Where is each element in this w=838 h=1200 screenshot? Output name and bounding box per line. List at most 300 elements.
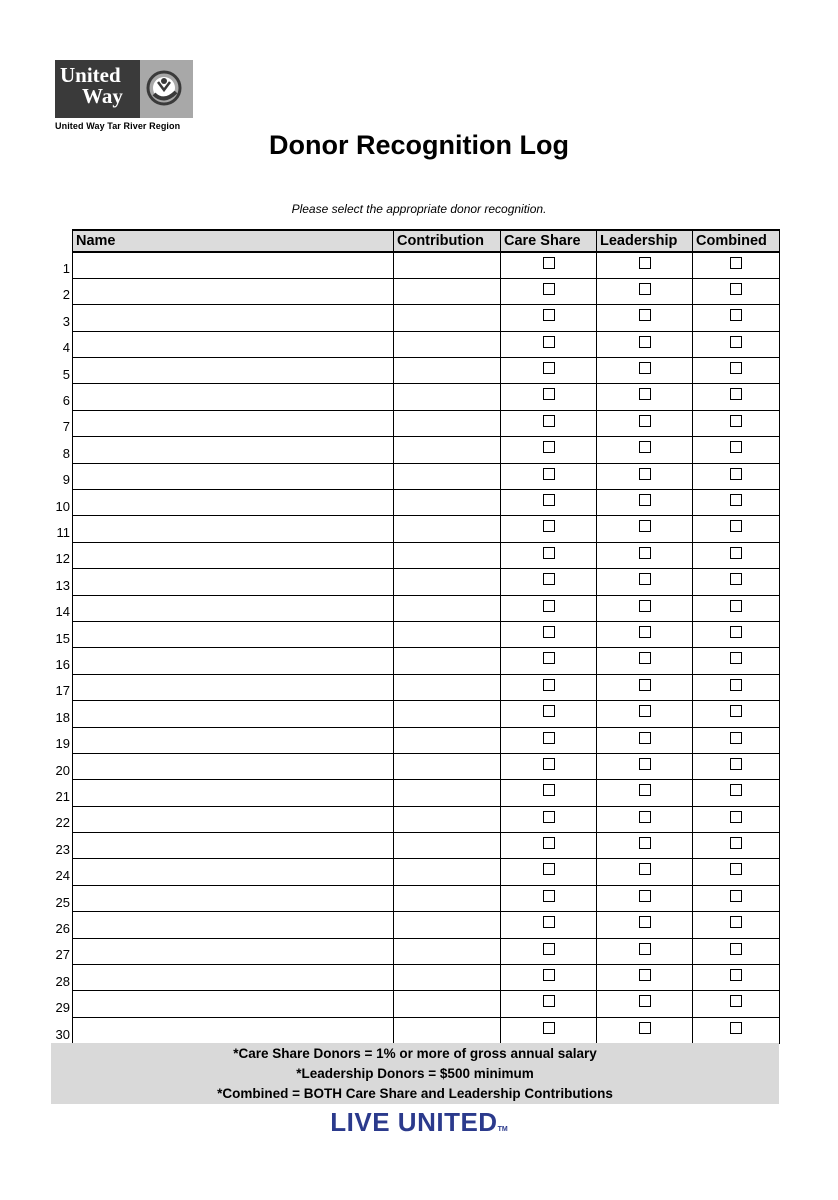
care-share-cell[interactable]	[501, 859, 597, 885]
name-cell[interactable]	[73, 437, 394, 463]
care-share-cell[interactable]	[501, 806, 597, 832]
care-share-checkbox[interactable]	[543, 732, 555, 744]
combined-checkbox[interactable]	[730, 1022, 742, 1034]
combined-checkbox[interactable]	[730, 336, 742, 348]
care-share-checkbox[interactable]	[543, 441, 555, 453]
leadership-checkbox[interactable]	[639, 547, 651, 559]
table-row	[73, 648, 780, 674]
care-share-cell[interactable]	[501, 410, 597, 436]
combined-cell[interactable]	[693, 595, 780, 621]
contribution-cell[interactable]	[394, 833, 501, 859]
combined-cell[interactable]	[693, 410, 780, 436]
name-cell[interactable]	[73, 331, 394, 357]
leadership-cell[interactable]	[597, 595, 693, 621]
name-cell[interactable]	[73, 278, 394, 304]
combined-cell[interactable]	[693, 569, 780, 595]
combined-checkbox[interactable]	[730, 309, 742, 321]
header-leadership: Leadership	[597, 230, 693, 252]
combined-cell[interactable]	[693, 278, 780, 304]
row-number: 21	[55, 789, 70, 804]
name-cell[interactable]	[73, 674, 394, 700]
care-share-cell[interactable]	[501, 648, 597, 674]
leadership-cell[interactable]	[597, 859, 693, 885]
combined-checkbox[interactable]	[730, 811, 742, 823]
combined-cell[interactable]	[693, 912, 780, 938]
combined-cell[interactable]	[693, 490, 780, 516]
instruction-text: Please select the appropriate donor recognition.	[291, 202, 547, 216]
combined-cell[interactable]	[693, 437, 780, 463]
leadership-cell[interactable]	[597, 780, 693, 806]
care-share-cell[interactable]	[501, 753, 597, 779]
leadership-checkbox[interactable]	[639, 863, 651, 875]
row-number: 27	[55, 947, 70, 963]
name-cell[interactable]	[73, 1017, 394, 1043]
slogan-trademark: TM	[497, 1126, 508, 1133]
leadership-checkbox[interactable]	[639, 758, 651, 770]
row-number: 14	[55, 604, 70, 620]
name-cell[interactable]	[73, 938, 394, 964]
care-share-checkbox[interactable]	[543, 916, 555, 928]
contribution-cell[interactable]	[394, 516, 501, 542]
leadership-cell[interactable]	[597, 437, 693, 463]
care-share-cell[interactable]	[501, 780, 597, 806]
name-cell[interactable]	[73, 384, 394, 410]
combined-cell[interactable]	[693, 358, 780, 384]
care-share-cell[interactable]	[501, 674, 597, 700]
row-number: 22	[55, 815, 70, 831]
leadership-cell[interactable]	[597, 833, 693, 859]
contribution-cell[interactable]	[394, 674, 501, 700]
leadership-checkbox[interactable]	[639, 1022, 651, 1034]
leadership-checkbox[interactable]	[639, 573, 651, 585]
combined-checkbox[interactable]	[730, 837, 742, 849]
care-share-cell[interactable]	[501, 938, 597, 964]
care-share-checkbox[interactable]	[543, 811, 555, 823]
contribution-cell[interactable]	[394, 278, 501, 304]
row-number: 11	[56, 525, 70, 540]
leadership-checkbox[interactable]	[639, 600, 651, 612]
care-share-cell[interactable]	[501, 463, 597, 489]
care-share-checkbox[interactable]	[543, 837, 555, 849]
leadership-checkbox[interactable]	[639, 943, 651, 955]
combined-cell[interactable]	[693, 780, 780, 806]
name-cell[interactable]	[73, 595, 394, 621]
contribution-cell[interactable]	[394, 252, 501, 278]
leadership-cell[interactable]	[597, 1017, 693, 1043]
contribution-cell[interactable]	[394, 991, 501, 1017]
donor-log-table	[72, 229, 780, 1044]
row-number: 30	[55, 1026, 70, 1042]
row-number: 12	[55, 551, 70, 567]
combined-cell[interactable]	[693, 542, 780, 568]
contribution-cell[interactable]	[394, 542, 501, 568]
leadership-cell[interactable]	[597, 384, 693, 410]
combined-cell[interactable]	[693, 621, 780, 647]
combined-cell[interactable]	[693, 833, 780, 859]
combined-cell[interactable]	[693, 1017, 780, 1043]
table-row	[73, 437, 780, 463]
leadership-checkbox[interactable]	[639, 811, 651, 823]
header-name: Name	[73, 230, 394, 252]
combined-checkbox[interactable]	[730, 626, 742, 638]
name-cell[interactable]	[73, 252, 394, 278]
care-share-checkbox[interactable]	[543, 520, 555, 532]
contribution-cell[interactable]	[394, 384, 501, 410]
leadership-checkbox[interactable]	[639, 336, 651, 348]
row-number: 20	[55, 762, 70, 778]
care-share-cell[interactable]	[501, 437, 597, 463]
leadership-checkbox[interactable]	[639, 441, 651, 453]
care-share-cell[interactable]	[501, 621, 597, 647]
contribution-cell[interactable]	[394, 912, 501, 938]
leadership-checkbox[interactable]	[639, 283, 651, 295]
table-row	[73, 358, 780, 384]
care-share-checkbox[interactable]	[543, 547, 555, 559]
row-number: 9	[62, 472, 70, 488]
care-share-checkbox[interactable]	[543, 283, 555, 295]
care-share-cell[interactable]	[501, 490, 597, 516]
contribution-cell[interactable]	[394, 569, 501, 595]
contribution-cell[interactable]	[394, 885, 501, 911]
leadership-cell[interactable]	[597, 278, 693, 304]
united-way-logo	[55, 60, 195, 131]
care-share-checkbox[interactable]	[543, 943, 555, 955]
leadership-checkbox[interactable]	[639, 626, 651, 638]
table-row	[73, 753, 780, 779]
table-row	[73, 463, 780, 489]
name-cell[interactable]	[73, 701, 394, 727]
care-share-checkbox[interactable]	[543, 600, 555, 612]
contribution-cell[interactable]	[394, 595, 501, 621]
table-row	[73, 569, 780, 595]
leadership-cell[interactable]	[597, 885, 693, 911]
contribution-cell[interactable]	[394, 305, 501, 331]
table-row	[73, 410, 780, 436]
care-share-cell[interactable]	[501, 965, 597, 991]
combined-checkbox[interactable]	[730, 732, 742, 744]
care-share-checkbox[interactable]	[543, 969, 555, 981]
table-header-row	[73, 230, 780, 252]
note-leadership: *Leadership Donors = $500 minimum	[296, 1066, 534, 1081]
table-row	[73, 859, 780, 885]
leadership-checkbox[interactable]	[639, 468, 651, 480]
name-cell[interactable]	[73, 490, 394, 516]
contribution-cell[interactable]	[394, 358, 501, 384]
combined-cell[interactable]	[693, 938, 780, 964]
contribution-cell[interactable]	[394, 437, 501, 463]
table-row	[73, 278, 780, 304]
leadership-checkbox[interactable]	[639, 732, 651, 744]
care-share-cell[interactable]	[501, 542, 597, 568]
leadership-cell[interactable]	[597, 490, 693, 516]
care-share-checkbox[interactable]	[543, 415, 555, 427]
care-share-cell[interactable]	[501, 252, 597, 278]
leadership-cell[interactable]	[597, 569, 693, 595]
leadership-cell[interactable]	[597, 701, 693, 727]
leadership-cell[interactable]	[597, 305, 693, 331]
combined-checkbox[interactable]	[730, 573, 742, 585]
combined-cell[interactable]	[693, 674, 780, 700]
row-number: 1	[62, 261, 70, 276]
row-number: 10	[55, 498, 70, 514]
combined-checkbox[interactable]	[730, 547, 742, 559]
table-row	[73, 991, 780, 1017]
combined-checkbox[interactable]	[730, 652, 742, 664]
leadership-checkbox[interactable]	[639, 494, 651, 506]
logo-mark	[55, 60, 193, 118]
logo-line-2: Way	[82, 84, 123, 108]
care-share-cell[interactable]	[501, 912, 597, 938]
combined-cell[interactable]	[693, 806, 780, 832]
leadership-checkbox[interactable]	[639, 415, 651, 427]
contribution-cell[interactable]	[394, 780, 501, 806]
care-share-cell[interactable]	[501, 885, 597, 911]
leadership-cell[interactable]	[597, 648, 693, 674]
combined-checkbox[interactable]	[730, 468, 742, 480]
leadership-cell[interactable]	[597, 991, 693, 1017]
contribution-cell[interactable]	[394, 965, 501, 991]
leadership-checkbox[interactable]	[639, 837, 651, 849]
care-share-checkbox[interactable]	[543, 679, 555, 691]
combined-checkbox[interactable]	[730, 441, 742, 453]
name-cell[interactable]	[73, 833, 394, 859]
name-cell[interactable]	[73, 648, 394, 674]
contribution-cell[interactable]	[394, 701, 501, 727]
care-share-cell[interactable]	[501, 358, 597, 384]
row-number: 13	[55, 577, 70, 593]
combined-checkbox[interactable]	[730, 600, 742, 612]
table-row	[73, 490, 780, 516]
care-share-cell[interactable]	[501, 384, 597, 410]
row-number: 6	[62, 393, 70, 408]
table-row	[73, 305, 780, 331]
combined-checkbox[interactable]	[730, 890, 742, 902]
table-row	[73, 595, 780, 621]
leadership-cell[interactable]	[597, 542, 693, 568]
leadership-checkbox[interactable]	[639, 784, 651, 796]
leadership-cell[interactable]	[597, 410, 693, 436]
care-share-checkbox[interactable]	[543, 494, 555, 506]
name-cell[interactable]	[73, 965, 394, 991]
combined-cell[interactable]	[693, 463, 780, 489]
care-share-cell[interactable]	[501, 1017, 597, 1043]
care-share-checkbox[interactable]	[543, 336, 555, 348]
contribution-cell[interactable]	[394, 410, 501, 436]
contribution-cell[interactable]	[394, 753, 501, 779]
name-cell[interactable]	[73, 463, 394, 489]
name-cell[interactable]	[73, 305, 394, 331]
contribution-cell[interactable]	[394, 1017, 501, 1043]
combined-cell[interactable]	[693, 516, 780, 542]
header-combined: Combined	[693, 230, 780, 252]
leadership-cell[interactable]	[597, 912, 693, 938]
combined-cell[interactable]	[693, 727, 780, 753]
page-title: Donor Recognition Log	[269, 130, 569, 160]
care-share-checkbox[interactable]	[543, 995, 555, 1007]
row-number: 28	[55, 973, 70, 989]
care-share-checkbox[interactable]	[543, 626, 555, 638]
leadership-checkbox[interactable]	[639, 520, 651, 532]
logo-wordmark	[55, 60, 140, 118]
care-share-cell[interactable]	[501, 701, 597, 727]
care-share-checkbox[interactable]	[543, 652, 555, 664]
care-share-checkbox[interactable]	[543, 784, 555, 796]
combined-checkbox[interactable]	[730, 863, 742, 875]
row-number: 26	[55, 921, 70, 936]
row-number: 29	[55, 1000, 70, 1016]
combined-cell[interactable]	[693, 648, 780, 674]
leadership-checkbox[interactable]	[639, 916, 651, 928]
combined-checkbox[interactable]	[730, 415, 742, 427]
care-share-checkbox[interactable]	[543, 309, 555, 321]
care-share-cell[interactable]	[501, 516, 597, 542]
leadership-checkbox[interactable]	[639, 257, 651, 269]
contribution-cell[interactable]	[394, 648, 501, 674]
combined-checkbox[interactable]	[730, 758, 742, 770]
row-number: 24	[55, 868, 70, 884]
care-share-cell[interactable]	[501, 331, 597, 357]
care-share-checkbox[interactable]	[543, 388, 555, 400]
leadership-cell[interactable]	[597, 621, 693, 647]
row-number: 7	[62, 419, 70, 435]
name-cell[interactable]	[73, 516, 394, 542]
name-cell[interactable]	[73, 885, 394, 911]
combined-cell[interactable]	[693, 753, 780, 779]
combined-cell[interactable]	[693, 331, 780, 357]
leadership-cell[interactable]	[597, 965, 693, 991]
care-share-checkbox[interactable]	[543, 758, 555, 770]
contribution-cell[interactable]	[394, 806, 501, 832]
leadership-cell[interactable]	[597, 358, 693, 384]
contribution-cell[interactable]	[394, 727, 501, 753]
name-cell[interactable]	[73, 621, 394, 647]
name-cell[interactable]	[73, 991, 394, 1017]
table-row	[73, 542, 780, 568]
combined-cell[interactable]	[693, 859, 780, 885]
row-number: 18	[55, 709, 70, 725]
name-cell[interactable]	[73, 542, 394, 568]
contribution-cell[interactable]	[394, 490, 501, 516]
leadership-checkbox[interactable]	[639, 388, 651, 400]
leadership-checkbox[interactable]	[639, 652, 651, 664]
leadership-cell[interactable]	[597, 252, 693, 278]
leadership-cell[interactable]	[597, 938, 693, 964]
combined-cell[interactable]	[693, 384, 780, 410]
care-share-checkbox[interactable]	[543, 257, 555, 269]
care-share-checkbox[interactable]	[543, 1022, 555, 1034]
care-share-cell[interactable]	[501, 278, 597, 304]
combined-cell[interactable]	[693, 305, 780, 331]
combined-checkbox[interactable]	[730, 916, 742, 928]
row-number: 3	[62, 313, 70, 329]
care-share-cell[interactable]	[501, 305, 597, 331]
table-row	[73, 516, 780, 542]
care-share-checkbox[interactable]	[543, 863, 555, 875]
combined-checkbox[interactable]	[730, 784, 742, 796]
live-united-slogan	[0, 1107, 838, 1138]
name-cell[interactable]	[73, 569, 394, 595]
combined-checkbox[interactable]	[730, 679, 742, 691]
name-cell[interactable]	[73, 753, 394, 779]
contribution-cell[interactable]	[394, 938, 501, 964]
name-cell[interactable]	[73, 358, 394, 384]
row-number: 16	[55, 657, 70, 672]
combined-cell[interactable]	[693, 991, 780, 1017]
contribution-cell[interactable]	[394, 463, 501, 489]
combined-checkbox[interactable]	[730, 705, 742, 717]
combined-checkbox[interactable]	[730, 494, 742, 506]
table-row	[73, 780, 780, 806]
combined-cell[interactable]	[693, 885, 780, 911]
combined-checkbox[interactable]	[730, 943, 742, 955]
leadership-checkbox[interactable]	[639, 679, 651, 691]
table-row	[73, 833, 780, 859]
row-number: 19	[55, 736, 70, 752]
care-share-checkbox[interactable]	[543, 573, 555, 585]
leadership-checkbox[interactable]	[639, 969, 651, 981]
care-share-checkbox[interactable]	[543, 362, 555, 374]
care-share-checkbox[interactable]	[543, 468, 555, 480]
combined-cell[interactable]	[693, 965, 780, 991]
leadership-cell[interactable]	[597, 516, 693, 542]
table-row	[73, 252, 780, 278]
leadership-cell[interactable]	[597, 727, 693, 753]
care-share-cell[interactable]	[501, 727, 597, 753]
note-combined: *Combined = BOTH Care Share and Leadership Contributions	[217, 1086, 613, 1101]
contribution-cell[interactable]	[394, 859, 501, 885]
leadership-cell[interactable]	[597, 806, 693, 832]
combined-checkbox[interactable]	[730, 520, 742, 532]
name-cell[interactable]	[73, 727, 394, 753]
care-share-checkbox[interactable]	[543, 705, 555, 717]
leadership-cell[interactable]	[597, 753, 693, 779]
logo-line-1: United	[60, 63, 121, 87]
care-share-cell[interactable]	[501, 595, 597, 621]
contribution-cell[interactable]	[394, 621, 501, 647]
name-cell[interactable]	[73, 410, 394, 436]
leadership-cell[interactable]	[597, 331, 693, 357]
leadership-cell[interactable]	[597, 674, 693, 700]
combined-cell[interactable]	[693, 701, 780, 727]
table-row	[73, 806, 780, 832]
name-cell[interactable]	[73, 859, 394, 885]
leadership-checkbox[interactable]	[639, 705, 651, 717]
combined-checkbox[interactable]	[730, 388, 742, 400]
combined-checkbox[interactable]	[730, 995, 742, 1007]
leadership-checkbox[interactable]	[639, 309, 651, 321]
row-number: 25	[55, 894, 70, 910]
care-share-cell[interactable]	[501, 991, 597, 1017]
combined-checkbox[interactable]	[730, 283, 742, 295]
care-share-cell[interactable]	[501, 569, 597, 595]
notes-box	[51, 1043, 779, 1104]
leadership-checkbox[interactable]	[639, 890, 651, 902]
name-cell[interactable]	[73, 912, 394, 938]
leadership-checkbox[interactable]	[639, 995, 651, 1007]
combined-checkbox[interactable]	[730, 362, 742, 374]
name-cell[interactable]	[73, 780, 394, 806]
care-share-cell[interactable]	[501, 833, 597, 859]
combined-checkbox[interactable]	[730, 257, 742, 269]
table-row	[73, 701, 780, 727]
name-cell[interactable]	[73, 806, 394, 832]
contribution-cell[interactable]	[394, 331, 501, 357]
combined-checkbox[interactable]	[730, 969, 742, 981]
leadership-checkbox[interactable]	[639, 362, 651, 374]
leadership-cell[interactable]	[597, 463, 693, 489]
combined-cell[interactable]	[693, 252, 780, 278]
care-share-checkbox[interactable]	[543, 890, 555, 902]
